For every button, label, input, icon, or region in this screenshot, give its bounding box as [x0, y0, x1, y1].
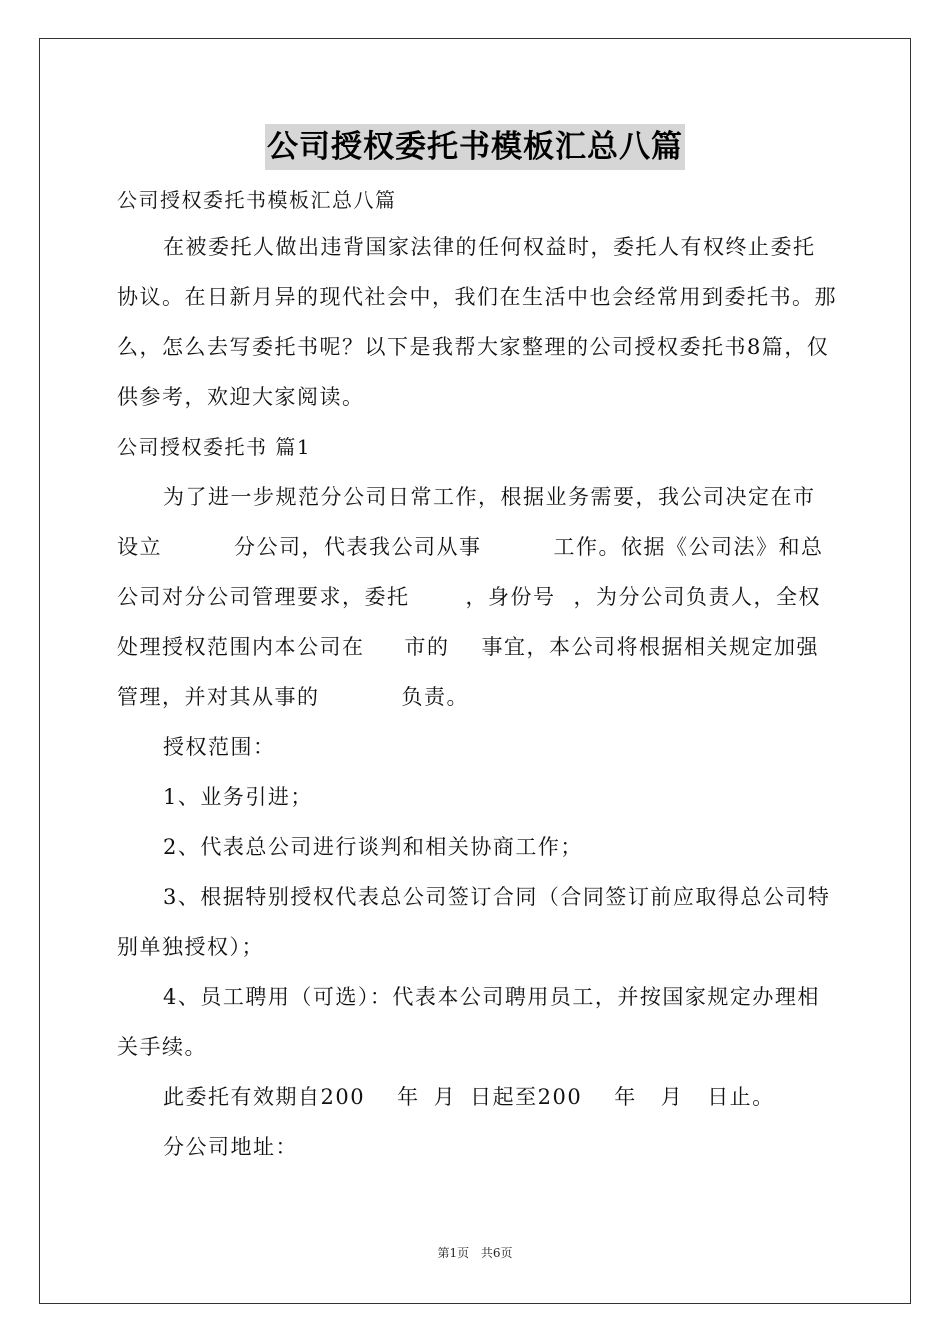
section-heading: 公司授权委托书 篇1: [117, 435, 312, 459]
paragraph-text: ，身份号: [465, 585, 556, 609]
page-number: 第1页: [437, 1246, 470, 1260]
paragraph-text: ，为分公司负责人，全权处理授权范围内本公司在: [117, 585, 821, 659]
validity-text: 年: [397, 1085, 420, 1109]
document-subtitle: 公司授权委托书模板汇总八篇: [117, 188, 397, 212]
title-container: [0, 124, 950, 170]
validity-line: [117, 1072, 837, 1122]
scope-item: 4、员工聘用（可选）：代表本公司聘用员工，并按国家规定办理相关手续。: [117, 985, 820, 1059]
paragraph-text: 事宜，本公司将根据相关规定加强管理，并对其从事的: [117, 635, 819, 709]
address-label: 分公司地址：: [163, 1135, 298, 1159]
intro-paragraph: 在被委托人做出违背国家法律的任何权益时，委托人有权终止委托协议。在日新月异的现代社会中，我们在生活中也会经常用到委托书。那么，怎么去写委托书呢？以下是我帮大家整理的公司授权委托书8篇，仅供参考，欢迎大家阅读。: [117, 235, 837, 409]
page-total: 共6页: [480, 1246, 513, 1260]
validity-text: 月: [660, 1085, 684, 1109]
paragraph-text: 负责。: [401, 685, 469, 709]
validity-text: 此委托有效期自200: [163, 1085, 366, 1109]
page-footer: [0, 1244, 950, 1261]
document-title: 公司授权委托书模板汇总八篇: [265, 124, 685, 170]
document-body: [117, 178, 837, 1172]
authorization-paragraph: [117, 472, 837, 722]
validity-text: 月: [433, 1085, 457, 1109]
validity-text: 年: [614, 1085, 637, 1109]
validity-text: 日起至200: [470, 1085, 583, 1109]
validity-text: 日止。: [707, 1085, 775, 1109]
paragraph-text: 分公司，代表我公司从事: [234, 535, 482, 559]
scope-item: 3、根据特别授权代表总公司签订合同（合同签订前应取得总公司特别单独授权）；: [117, 885, 831, 959]
paragraph-text: 工作。依据《公司法》和总公司对分公司管理要求，委托: [117, 535, 824, 609]
scope-label: 授权范围：: [163, 735, 276, 759]
scope-item: 1、业务引进；: [163, 785, 313, 809]
scope-item: 2、代表总公司进行谈判和相关协商工作；: [163, 835, 583, 859]
paragraph-text: 市的: [404, 635, 450, 659]
paragraph-text: 为了进一步规范分公司日常工作，根据业务需要，我公司决定在市设立: [117, 485, 816, 559]
